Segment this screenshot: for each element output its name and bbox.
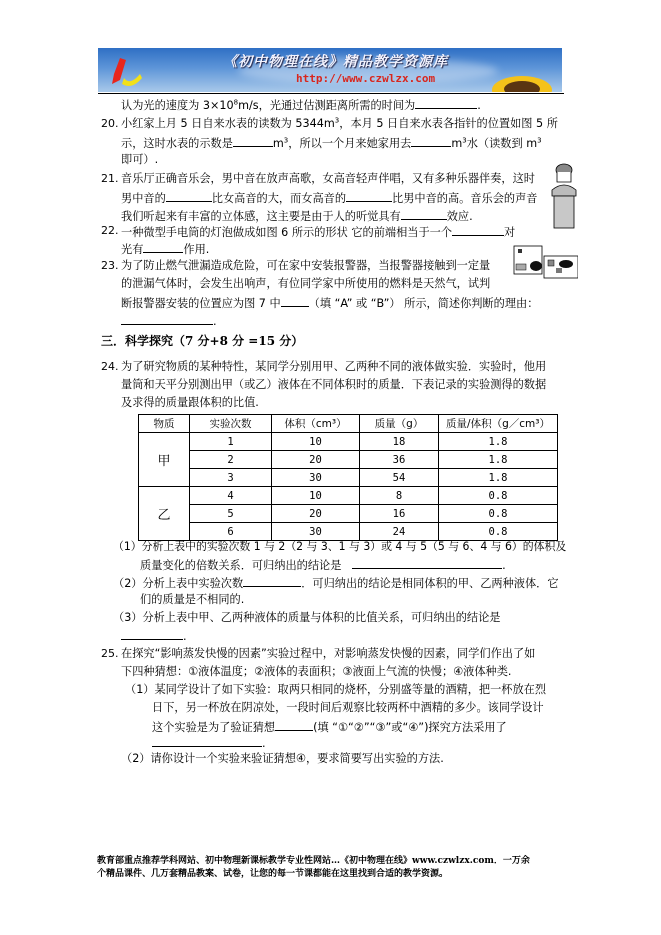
- q24-p3end: .: [183, 630, 187, 643]
- answer-blank[interactable]: [415, 96, 477, 109]
- footer-line1: 教育部重点推荐学科网站、初中物理新课标教学专业性网站…《初中物理在线》www.czwlzx.com．一万余: [97, 856, 530, 866]
- singer-figure-icon: [551, 160, 577, 230]
- table-cell: 4: [190, 487, 272, 505]
- q23-line3: [121, 294, 538, 312]
- q24-p2a: （2）分析上表中实验次数: [113, 577, 244, 590]
- q25-p1d: (填 “①“②”“③”或“④”)探究方法采用了: [313, 721, 507, 734]
- q21-line2: [121, 189, 537, 207]
- q19-exp: 8: [233, 98, 239, 107]
- q20-l1a: 小红家上月 5 日自来水表的读数为 5344m: [121, 117, 335, 130]
- q23-number: 23.: [101, 259, 119, 272]
- data-table: [138, 414, 558, 541]
- table-cell: 3: [190, 469, 272, 487]
- answer-blank[interactable]: [243, 574, 301, 587]
- table-cell: 24: [360, 523, 439, 541]
- q24-p2-line1: [113, 574, 559, 592]
- q22-line1: [121, 223, 515, 241]
- q25-line2: 下四种猜想：①液体温度；②液体的表面积；③液面上气流的快慢；④液体种类.: [121, 665, 512, 678]
- table-row: [139, 451, 558, 469]
- q19-text-b: m/s，光通过估测距离所需的时间为: [238, 99, 416, 112]
- q24-p1b: 质量变化的倍数关系．可归纳出的结论是: [140, 559, 342, 572]
- table-header-row: [139, 415, 558, 433]
- q24-p2b: ．可归纳出的结论是相同体积的甲、乙两种液体．它: [301, 577, 559, 590]
- q21-l3a: 我们听起来有丰富的立体感，这主要是由于人的听觉具有: [121, 210, 401, 223]
- table-cell: 16: [360, 505, 439, 523]
- q21-l2a: 男中音的: [121, 192, 166, 205]
- table-row: [139, 487, 558, 505]
- q25-number: 25.: [101, 647, 119, 660]
- q22-l2a: 光有: [121, 243, 144, 256]
- table-row: [139, 505, 558, 523]
- table-header: 实验次数: [190, 415, 272, 433]
- q24-p3-line2: [121, 627, 187, 645]
- q19-tail: [121, 96, 481, 114]
- q24-line1: 为了研究物质的某种特性，某同学分别用甲、乙两种不同的液体做实验．实验时，他用: [121, 360, 547, 373]
- table-cell: 0.8: [439, 487, 558, 505]
- q24-line3: 及求得的质量跟体积的比值.: [121, 396, 259, 409]
- q21-number: 21.: [101, 172, 119, 185]
- q20-l2e: 水（读数到 m: [466, 137, 538, 150]
- q23-l3b: （填 “A” 或 “B”） 所示，简述你判断的理由：: [308, 297, 539, 310]
- table-cell: 10: [272, 433, 360, 451]
- q22-l1a: 一种微型手电筒的灯泡做成如图 6 所示的形状 它的前端相当于一个: [121, 226, 453, 239]
- table-header: 质量/体积（g／cm³）: [439, 415, 558, 433]
- table-cell: 0.8: [439, 523, 558, 541]
- q20-line2: [121, 134, 542, 152]
- answer-blank[interactable]: [152, 734, 262, 747]
- header-rule: [98, 93, 564, 94]
- q20-l2a: 示，这时水表的示数是: [121, 137, 233, 150]
- table-header: 质量（g）: [360, 415, 439, 433]
- answer-blank[interactable]: [401, 207, 447, 220]
- substance-cell: 乙: [139, 487, 190, 541]
- q21-line1: 音乐厅正确音乐会，男中音在放声高歌，女高音轻声伴唱，又有多种乐器伴奏，这时: [121, 172, 535, 185]
- q23-l3a: 断报警器安装的位置应为图 7 中: [121, 297, 281, 310]
- table-cell: 1.8: [439, 433, 558, 451]
- table-cell: 1.8: [439, 451, 558, 469]
- q25-p2: （2）请你设计一个实验来验证猜想④，要求简要写出实验的方法.: [121, 752, 444, 765]
- q20-l2b: m: [272, 137, 284, 150]
- answer-blank[interactable]: [121, 627, 183, 640]
- q25-line1: 在探究“影响蒸发快慢的因素”实验过程中，对影响蒸发快慢的因素，同学们作出了如: [121, 647, 536, 660]
- banner-title: 《初中物理在线》精品教学资源库: [223, 54, 448, 70]
- answer-blank[interactable]: [233, 134, 273, 147]
- q25-p1-line1: （1）某同学设计了如下实验：取两只相同的烧杯，分别盛等量的酒精，把一杯放在烈: [125, 683, 547, 696]
- q20-l1sup: 3: [334, 116, 340, 125]
- q20-l2sup3: 3: [537, 136, 542, 145]
- table-cell: 1: [190, 433, 272, 451]
- table-cell: 5: [190, 505, 272, 523]
- q25-p1-line2: 日下，另一杯放在阴凉处，一段时间后观察比较两杯中酒精的多少。该同学设计: [152, 701, 544, 714]
- q24-p1end: .: [502, 559, 506, 572]
- q23-line1: 为了防止燃气泄漏造成危险，可在家中安装报警器，当报警器接触到一定量: [121, 259, 491, 272]
- q22-number: 22.: [101, 224, 119, 237]
- table-cell: 18: [360, 433, 439, 451]
- table-cell: 6: [190, 523, 272, 541]
- table-row: [139, 433, 558, 451]
- q20-l1b: ，本月 5 日自来水表各指针的位置如图 5 所: [339, 117, 558, 130]
- table-cell: 20: [272, 451, 360, 469]
- q24-p3-line1: （3）分析上表中甲、乙两种液体的质量与体积的比值关系，可归纳出的结论是: [113, 611, 501, 624]
- table-row: [139, 523, 558, 541]
- sunflower-icon: [490, 68, 554, 92]
- table-cell: 2: [190, 451, 272, 469]
- answer-blank[interactable]: [281, 294, 309, 307]
- table-cell: 20: [272, 505, 360, 523]
- substance-cell: 甲: [139, 433, 190, 487]
- q19-end: .: [477, 99, 481, 112]
- q19-text-a: 认为光的速度为 3×10: [121, 99, 234, 112]
- site-logo-icon: [106, 56, 148, 88]
- footer-line2: 个精品课件、几万套精品教案、试卷，让您的每一节课都能在这里找到合适的教学资源。: [97, 869, 449, 879]
- table-header: 物质: [139, 415, 190, 433]
- q25-p1c: 这个实验是为了验证猜想: [152, 721, 276, 734]
- q24-p2-line2: 们的质量是不相同的.: [140, 593, 245, 606]
- header-banner: [98, 48, 562, 92]
- answer-blank[interactable]: [275, 718, 313, 731]
- answer-blank[interactable]: [411, 134, 451, 147]
- q23-line2: 的泄漏气体时，会发生出响声，有位同学家中所使用的燃料是天然气，试判: [121, 277, 491, 290]
- q22-l1b: 对: [504, 226, 516, 239]
- answer-blank[interactable]: [346, 189, 392, 202]
- answer-blank[interactable]: [121, 312, 213, 325]
- answer-blank[interactable]: [452, 223, 504, 236]
- q20-l2c: ，所以一个月来她家用去: [288, 137, 412, 150]
- table-cell: 30: [272, 523, 360, 541]
- table-cell: 8: [360, 487, 439, 505]
- table-row: [139, 469, 558, 487]
- q23-l4: .: [213, 315, 217, 328]
- table-cell: 30: [272, 469, 360, 487]
- banner-url[interactable]: http://www.czwlzx.com: [296, 72, 436, 85]
- answer-blank[interactable]: [166, 189, 212, 202]
- q24-number: 24.: [101, 360, 119, 373]
- q22-l2b: 作用.: [183, 243, 210, 256]
- table-header: 体积（cm³）: [272, 415, 360, 433]
- table-cell: 1.8: [439, 469, 558, 487]
- q22-line2: [121, 240, 209, 258]
- q21-l3b: 效应.: [446, 210, 473, 223]
- q24-line2: 量筒和天平分别测出甲（或乙）液体在不同体积时的质量．下表记录的实验测得的数据: [121, 378, 547, 391]
- q24-p1-line1: （1）分析上表中的实验次数 1 与 2（2 与 3、1 与 3）或 4 与 5（5 与 6、4 与 6）的体积及: [113, 540, 567, 553]
- table-cell: 0.8: [439, 505, 558, 523]
- q20-l2sup2: 3: [462, 136, 467, 145]
- section-title: 三．科学探究（7 分+8 分 =15 分）: [101, 334, 304, 348]
- q20-line1: [121, 116, 558, 132]
- table-cell: 54: [360, 469, 439, 487]
- answer-blank[interactable]: [143, 240, 183, 253]
- q20-l2d: m: [451, 137, 463, 150]
- q25-p1end: .: [262, 737, 266, 750]
- q21-l2c: 比男中音的高。音乐会的声音: [392, 192, 538, 205]
- gas-alarm-figure-icon: [512, 244, 578, 280]
- table-cell: 10: [272, 487, 360, 505]
- q20-line3: 即可）.: [121, 153, 159, 166]
- answer-blank[interactable]: [352, 556, 502, 569]
- table-cell: 36: [360, 451, 439, 469]
- q21-l2b: 比女高音的大，而女高音的: [211, 192, 347, 205]
- q25-p1-line4: [152, 734, 266, 752]
- q23-line4: [121, 312, 217, 330]
- q20-l2sup: 3: [283, 136, 289, 145]
- q24-p1-line2: [140, 556, 506, 574]
- q20-number: 20.: [101, 117, 119, 130]
